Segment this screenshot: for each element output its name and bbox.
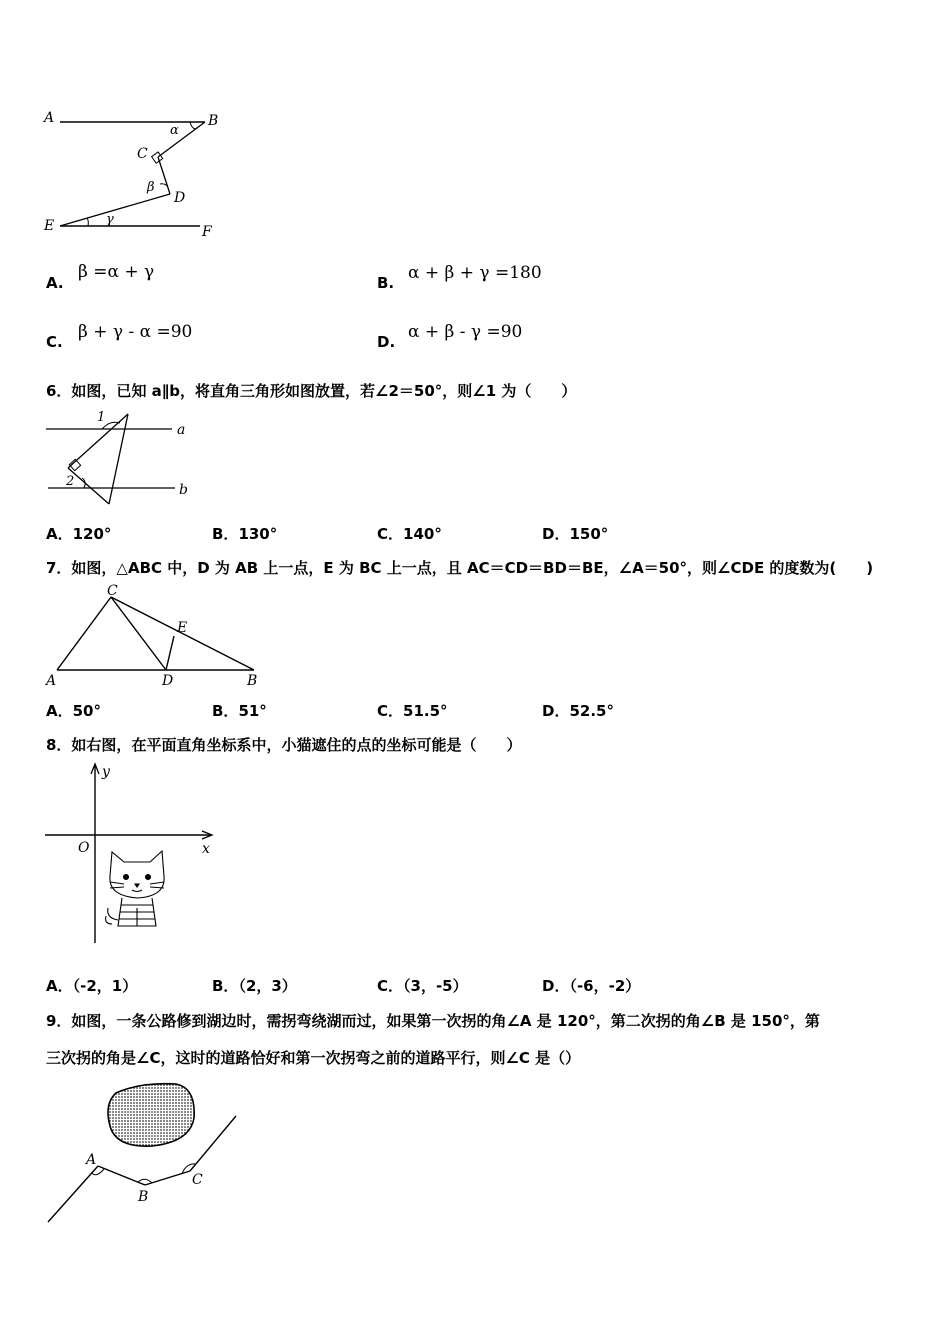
q5-option-b-formula: α + β + γ =180	[408, 263, 542, 283]
q5-label-b: B	[208, 113, 219, 129]
q8-label-o: O	[78, 840, 90, 856]
q7-option-c-letter: C．	[377, 702, 404, 720]
q7-option-c-text: 51.5°	[403, 702, 448, 720]
q8-option-b-letter: B．	[212, 977, 239, 995]
q8-option-d-letter: D．	[542, 977, 570, 995]
q5-label-e: E	[44, 218, 55, 234]
q8-option-c	[377, 975, 468, 996]
q5-option-c-letter: C.	[46, 333, 63, 351]
q6-stem: 6．如图，已知 a∥b，将直角三角形如图放置，若∠2＝50°，则∠1 为（ ）	[46, 382, 577, 400]
q7-option-d-text: 52.5°	[569, 702, 614, 720]
cat-icon	[106, 851, 165, 926]
q5-label-beta: β	[147, 180, 155, 195]
q7-option-d-letter: D．	[542, 702, 570, 720]
q6-option-d-text: 150°	[569, 525, 609, 543]
q7-label-e: E	[177, 620, 188, 636]
q9-label-a: A	[86, 1152, 97, 1168]
q8-stem: 8．如右图，在平面直角坐标系中，小猫遮住的点的坐标可能是（ ）	[46, 736, 522, 754]
q6-option-d-letter: D．	[542, 525, 570, 543]
q7-option-b	[212, 700, 267, 721]
q6-option-d	[542, 523, 608, 544]
q8-label-y: y	[102, 764, 110, 780]
q6-option-a-letter: A．	[46, 525, 73, 543]
q7-label-d: D	[162, 673, 174, 689]
q7-label-a: A	[46, 673, 57, 689]
q7-option-c	[377, 700, 448, 721]
q7-stem: 7．如图，△ABC 中，D 为 AB 上一点，E 为 BC 上一点，且 AC＝CD＝BD＝BE，∠A＝50°，则∠CDE 的度数为( )	[46, 559, 874, 577]
q5-label-gamma: γ	[106, 212, 114, 227]
q6-label-2: 2	[66, 474, 75, 489]
q7-option-b-text: 51°	[238, 702, 267, 720]
q6-option-c-text: 140°	[403, 525, 442, 543]
q7-label-b: B	[247, 673, 258, 689]
q8-option-d-text: （-6，-2）	[569, 977, 641, 995]
q8-figure	[40, 758, 220, 948]
q5-label-f: F	[202, 224, 212, 240]
q6-label-a: a	[177, 422, 186, 438]
q5-label-alpha: α	[170, 123, 179, 138]
q8-option-b	[212, 975, 297, 996]
q6-figure	[40, 405, 200, 510]
q9-stem-line1: 9．如图，一条公路修到湖边时，需拐弯绕湖而过，如果第一次拐的角∠A 是 120°，第二次拐的角∠B 是 150°，第	[46, 1012, 820, 1030]
q9-figure	[40, 1078, 250, 1228]
q7-figure	[40, 583, 270, 691]
q8-label-x: x	[202, 841, 210, 857]
q5-option-d-formula: α + β - γ =90	[408, 322, 523, 342]
q8-option-a-letter: A．	[46, 977, 73, 995]
q7-option-d	[542, 700, 614, 721]
q9-label-c: C	[192, 1172, 203, 1188]
q5-option-a-letter: A.	[46, 274, 64, 292]
q6-label-b: b	[179, 482, 188, 498]
q8-option-c-letter: C．	[377, 977, 404, 995]
q7-option-a-text: 50°	[72, 702, 101, 720]
q5-option-d-letter: D.	[377, 333, 396, 351]
q6-option-c	[377, 523, 442, 544]
q8-option-b-text: （2，3）	[238, 977, 297, 995]
q5-option-c-formula: β + γ - α =90	[78, 322, 193, 342]
q7-option-a-letter: A．	[46, 702, 73, 720]
q6-option-a-text: 120°	[72, 525, 112, 543]
q6-option-b	[212, 523, 277, 544]
q6-option-c-letter: C．	[377, 525, 404, 543]
q6-option-a	[46, 523, 111, 544]
lake-shape	[108, 1084, 194, 1146]
q6-option-b-text: 130°	[238, 525, 278, 543]
q9-stem-line2: 三次拐的角是∠C，这时的道路恰好和第一次拐弯之前的道路平行，则∠C 是（）	[46, 1049, 581, 1067]
q6-option-b-letter: B．	[212, 525, 239, 543]
q5-option-b-letter: B.	[377, 274, 395, 292]
q6-label-1: 1	[97, 410, 106, 425]
q8-option-d	[542, 975, 640, 996]
q5-label-a: A	[44, 110, 55, 126]
q5-option-a-formula: β =α + γ	[78, 262, 155, 282]
q8-option-a-text: （-2，1）	[72, 977, 138, 995]
q5-label-c: C	[137, 146, 148, 162]
q7-option-a	[46, 700, 101, 721]
q9-label-b: B	[138, 1189, 149, 1205]
q5-label-d: D	[174, 190, 186, 206]
q5-figure	[40, 105, 230, 240]
q8-option-c-text: （3，-5）	[403, 977, 468, 995]
q7-option-b-letter: B．	[212, 702, 239, 720]
q8-option-a	[46, 975, 137, 996]
q7-label-c: C	[107, 583, 118, 599]
